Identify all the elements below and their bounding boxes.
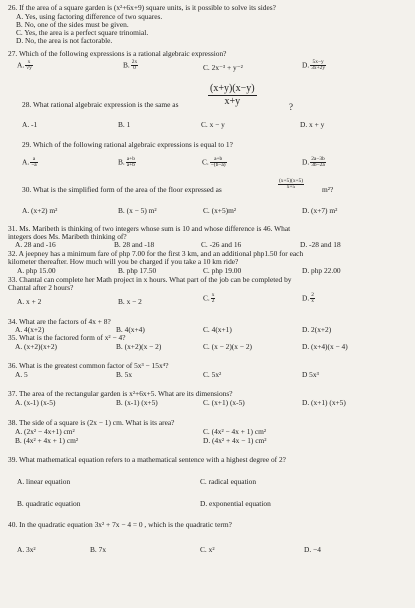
q29-option-b: B. $\frac{a+b}{a+b}$ bbox=[118, 156, 135, 169]
q37-option-d: D. (x+1) (x+5) bbox=[302, 398, 346, 407]
q28-option-a: A. -1 bbox=[22, 120, 38, 129]
q37-option-b: B. (x-1) (x+5) bbox=[116, 398, 158, 407]
q32-stem-line1: 32. A jeepney has a minimum fare of php 7.00 for the first 3 km, and an additional php1.50 for each bbox=[8, 249, 304, 258]
q30-stem: 30. What is the simplified form of the area of the floor expressed as bbox=[22, 185, 222, 194]
q37-option-c: C. (x+1) (x-5) bbox=[203, 398, 245, 407]
q40-option-b: B. 7x bbox=[90, 545, 107, 554]
q28-option-c: C. x − y bbox=[201, 120, 225, 129]
q28-option-b: B. 1 bbox=[118, 120, 131, 129]
q34-option-a: A. 4(x+2) bbox=[15, 325, 45, 334]
fraction: $\frac{x}{2}$ bbox=[211, 292, 215, 305]
q36-option-b: B. 5x bbox=[116, 370, 133, 379]
q36-stem: 36. What is the greatest common factor of 5x³ − 15x⁴? bbox=[8, 361, 169, 370]
q28-expression: $\frac{(x+y)(x-y)}{x+y}$ bbox=[210, 83, 255, 107]
q39-option-b: B. quadratic equation bbox=[17, 499, 81, 508]
q32-option-a: A. php 15.00 bbox=[17, 266, 56, 275]
q28-stem: 28. What rational algebraic expression is the same as bbox=[22, 100, 179, 109]
q30-option-a: A. (x+2) m² bbox=[22, 206, 58, 215]
q39-option-d: D. exponential equation bbox=[200, 499, 271, 508]
q33-option-a: A. x + 2 bbox=[17, 297, 42, 306]
q38-option-d: D. (4x² + 4x − 1) cm² bbox=[203, 436, 267, 445]
q30-option-c: C. (x+5)m² bbox=[203, 206, 237, 215]
q35-option-a: A. (x+2)(x+2) bbox=[15, 342, 57, 351]
q27-option-d: D. $\frac{5x-y}{3x+2y}$ bbox=[302, 59, 326, 72]
q29-option-d: D. $\frac{2a-3b}{3b-2a}$ bbox=[302, 156, 325, 169]
q31-option-b: B. 28 and -18 bbox=[114, 240, 155, 249]
q27-option-c: C. 2x⁻³ + y⁻² bbox=[203, 63, 243, 72]
q40-option-d: D. −4 bbox=[304, 545, 321, 554]
q38-option-c: C. (4x² − 4x + 1) cm² bbox=[203, 427, 267, 436]
q33-option-d: D. $\frac{2}{x}$ bbox=[302, 292, 314, 305]
fraction: $\frac{a+b}{a+b}$ bbox=[126, 156, 135, 169]
q39-stem: 39. What mathematical equation refers to a mathematical sentence with a highest degree of 2? bbox=[8, 455, 286, 464]
q27-stem: 27. Which of the following expressions is a rational algebraic expression? bbox=[8, 49, 227, 58]
q38-stem: 38. The side of a square is (2x − 1) cm. What is its area? bbox=[8, 418, 175, 427]
q37-stem: 37. The area of the rectangular garden is x²+6x+5. What are its dimensions? bbox=[8, 389, 233, 398]
q30-option-b: B. (x − 5) m² bbox=[118, 206, 157, 215]
q29-stem: 29. Which of the following rational algebraic expressions is equal to 1? bbox=[22, 140, 233, 149]
q28-option-d: D. x + y bbox=[300, 120, 325, 129]
q39-option-a: A. linear equation bbox=[17, 477, 71, 486]
q31-option-d: D. -28 and 18 bbox=[300, 240, 341, 249]
q38-option-a: A. (2x² − 4x+1) cm² bbox=[15, 427, 75, 436]
q34-option-c: C. 4(x+1) bbox=[203, 325, 232, 334]
q30-option-d: D. (x+7) m² bbox=[302, 206, 338, 215]
q37-option-a: A. (x-1) (x-5) bbox=[15, 398, 56, 407]
q26-option-b: B. No, one of the sides must be given. bbox=[16, 20, 129, 29]
q36-option-d: D 5x³ bbox=[302, 370, 319, 379]
q34-option-d: D. 2(x+2) bbox=[302, 325, 332, 334]
q33-option-b: B. x − 2 bbox=[118, 297, 142, 306]
q31-option-c: C. -26 and 16 bbox=[201, 240, 242, 249]
q32-stem-line2: kilometer thereafter. How much will you be charged if you take a 10 km ride? bbox=[8, 257, 239, 266]
fraction: $\frac{x}{√y}$ bbox=[26, 59, 32, 72]
q30-expression: $\frac{(x+5)(x+5)}{x+5}$ bbox=[279, 178, 304, 191]
fraction: $\frac{a}{-a}$ bbox=[31, 156, 37, 169]
q39-option-c: C. radical equation bbox=[200, 477, 257, 486]
q34-stem: 34. What are the factors of 4x + 8? bbox=[8, 317, 111, 326]
q26-option-d: D. No, the area is not factorable. bbox=[16, 36, 113, 45]
q26-option-c: C. Yes, the area is a perfect square trinomial. bbox=[16, 28, 149, 37]
fraction: $\frac{2}{x}$ bbox=[311, 292, 314, 305]
fraction: $\frac{5x-y}{3x+2y}$ bbox=[311, 59, 326, 72]
q32-option-d: D. php 22.00 bbox=[302, 266, 341, 275]
q35-option-c: C. (x − 2)(x − 2) bbox=[203, 342, 252, 351]
fraction: $\frac{2x}{0}$ bbox=[131, 59, 138, 72]
q32-option-b: B. php 17.50 bbox=[118, 266, 157, 275]
fraction: $\frac{2a-3b}{3b-2a}$ bbox=[311, 156, 325, 169]
q32-option-c: C. php 19.00 bbox=[203, 266, 242, 275]
q40-stem: 40. In the quadratic equation 3x² + 7x − 4 = 0 , which is the quadratic term? bbox=[8, 520, 232, 529]
q29-option-a: A. $\frac{a}{-a}$ bbox=[22, 156, 37, 169]
q26-option-a: A. Yes, using factoring difference of two squares. bbox=[16, 12, 163, 21]
q31-stem-line1: 31. Ms. Maribeth is thinking of two integers whose sum is 10 and whose difference is 46. What bbox=[8, 224, 291, 233]
q27-option-b: B. $\frac{2x}{0}$ bbox=[123, 59, 138, 72]
q33-stem-line2: Chantal after 2 hours? bbox=[8, 283, 74, 292]
q40-option-c: C. x² bbox=[200, 545, 215, 554]
q36-option-c: C. 5x² bbox=[203, 370, 222, 379]
q26-stem: 26. If the area of a square garden is (x²+6x+9) square units, is it possible to solve its sides? bbox=[8, 3, 276, 12]
q36-option-a: A. 5 bbox=[15, 370, 28, 379]
q35-stem: 35. What is the factored form of x² − 4? bbox=[8, 333, 126, 342]
fraction: $\frac{a+b}{-(b-a)}$ bbox=[210, 156, 226, 169]
q34-option-b: B. 4(x+4) bbox=[116, 325, 145, 334]
q29-option-c: C. $\frac{a+b}{-(b-a)}$ bbox=[202, 156, 226, 169]
q27-option-a: A. $\frac{x}{√y}$ bbox=[17, 59, 32, 72]
q33-stem-line1: 33. Chantal can complete her Math project in x hours. What part of the job can be completed by bbox=[8, 275, 292, 284]
q31-stem-line2: integers does Ms. Maribeth thinking of? bbox=[8, 232, 127, 241]
q35-option-b: B. (x+2)(x − 2) bbox=[116, 342, 162, 351]
q35-option-d: D. (x+4)(x − 4) bbox=[302, 342, 348, 351]
q28-question-mark: ? bbox=[289, 102, 293, 112]
q40-option-a: A. 3x² bbox=[17, 545, 36, 554]
q33-option-c: C. $\frac{x}{2}$ bbox=[203, 292, 215, 305]
q30-unit: m²? bbox=[322, 185, 334, 194]
q38-option-b: B. (4x² + 4x + 1) cm² bbox=[15, 436, 79, 445]
q31-option-a: A. 28 and -16 bbox=[15, 240, 56, 249]
